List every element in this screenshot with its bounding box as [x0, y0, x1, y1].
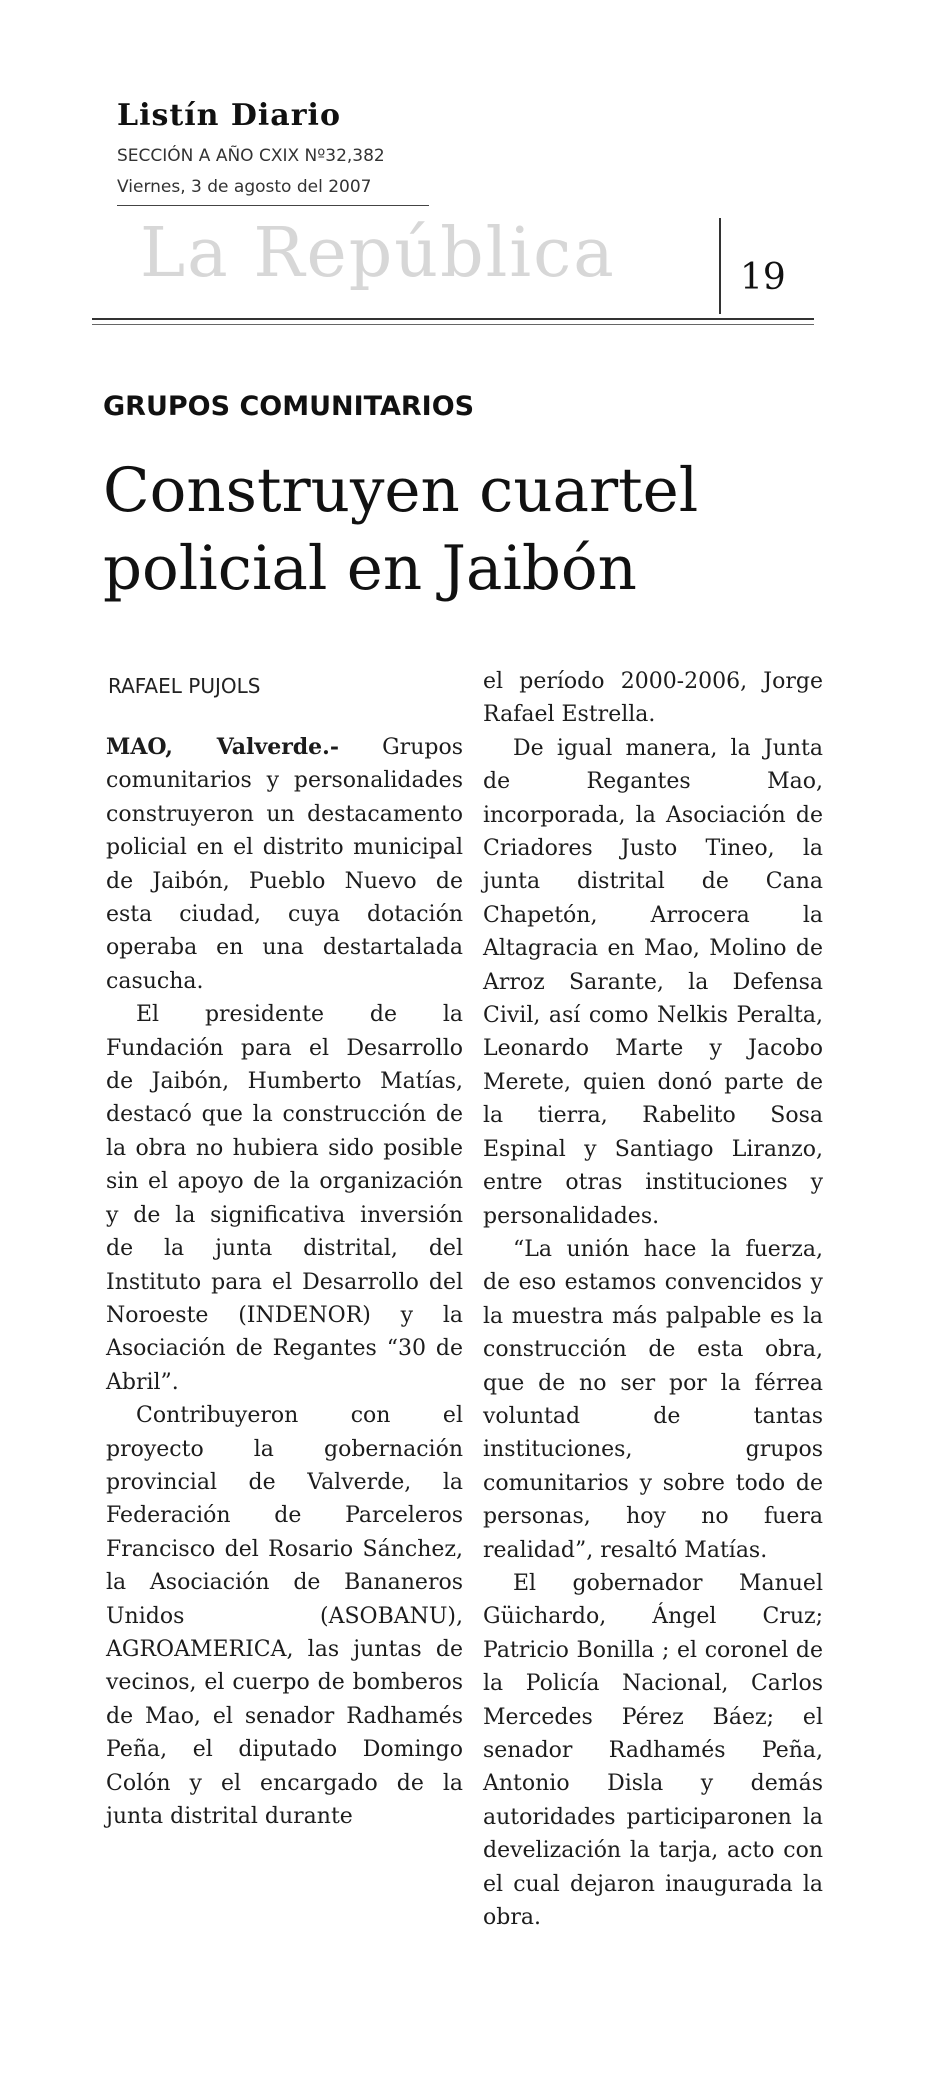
article-column-right [483, 665, 823, 1934]
header-rule-secondary [92, 324, 814, 325]
masthead-divider [117, 205, 429, 206]
article-paragraph: De igual manera, la Junta de Regantes Mao, incorporada, la Asociación de Criadores Justo Tineo, la junta distrital de Cana Chapetón, Arrocera la Altagracia en Mao, Molino de Arroz Sarante, la Defensa Civil, así como Nelkis Peralta, Leonardo Marte y Jacobo Merete, quien donó parte de la tierra, Rabelito Sosa Espinal y Santiago Liranzo, entre otras instituciones y personalidades. [483, 735, 823, 1229]
article-paragraph: El gobernador Manuel Güichardo, Ángel Cruz; Patricio Bonilla ; el coronel de la Policía Nacional, Carlos Mercedes Pérez Báez; el senador Radhamés Peña, Antonio Disla y demás autoridades participaronen la develización la tarja, acto con el cual dejaron inaugurada la obra. [483, 1570, 823, 1931]
article-paragraph-continuation: el período 2000-2006, Jorge Rafael Estrella. [483, 669, 823, 728]
article-headline: Construyen cuartel policial en Jaibón [103, 455, 699, 604]
paragraph-text: Grupos comunitarios y personalidades construyeron un destacamento policial en el distrito municipal de Jaibón, Pueblo Nuevo de esta ciudad, cuya dotación operaba en una destartalada casucha. [106, 735, 463, 994]
issue-date: Viernes, 3 de agosto del 2007 [117, 177, 372, 197]
page-number: 19 [740, 257, 786, 298]
article-column-left [106, 731, 463, 1833]
article-paragraph: El presidente de la Fundación para el Desarrollo de Jaibón, Humberto Matías, destacó que la construcción de la obra no hubiera sido posible sin el apoyo de la organización y de la significativa inversión de la junta distrital, del Instituto para el Desarrollo del Noroeste (INDENOR) y la Asociación de Regantes “30 de Abril”. [106, 1002, 463, 1395]
section-issue-line: SECCIÓN A AÑO CXIX Nº32,382 [117, 146, 385, 166]
newspaper-logo: Listín Diario [117, 98, 341, 133]
article-kicker: GRUPOS COMUNITARIOS [103, 391, 475, 422]
header-rule [92, 318, 814, 320]
dateline: MAO, Valverde.- [106, 734, 339, 760]
article-paragraph [106, 731, 463, 998]
article-byline: RAFAEL PUJOLS [108, 674, 261, 698]
article-paragraph: Contribuyeron con el proyecto la gobernación provincial de Valverde, la Federación de Parceleros Francisco del Rosario Sánchez, la Asociación de Bananeros Unidos (ASOBANU), AGROAMERICA, las juntas de vecinos, el cuerpo de bomberos de Mao, el senador Radhamés Peña, el diputado Domingo Colón y el encargado de la junta distrital durante [106, 1403, 463, 1829]
section-name: La República [140, 214, 616, 293]
article-paragraph: “La unión hace la fuerza, de eso estamos convencidos y la muestra más palpable es la construcción de esta obra, que de no ser por la férrea voluntad de tantas instituciones, grupos comunitarios y sobre todo de personas, hoy no fuera realidad”, resaltó Matías. [483, 1236, 823, 1563]
section-vertical-rule [719, 218, 721, 314]
